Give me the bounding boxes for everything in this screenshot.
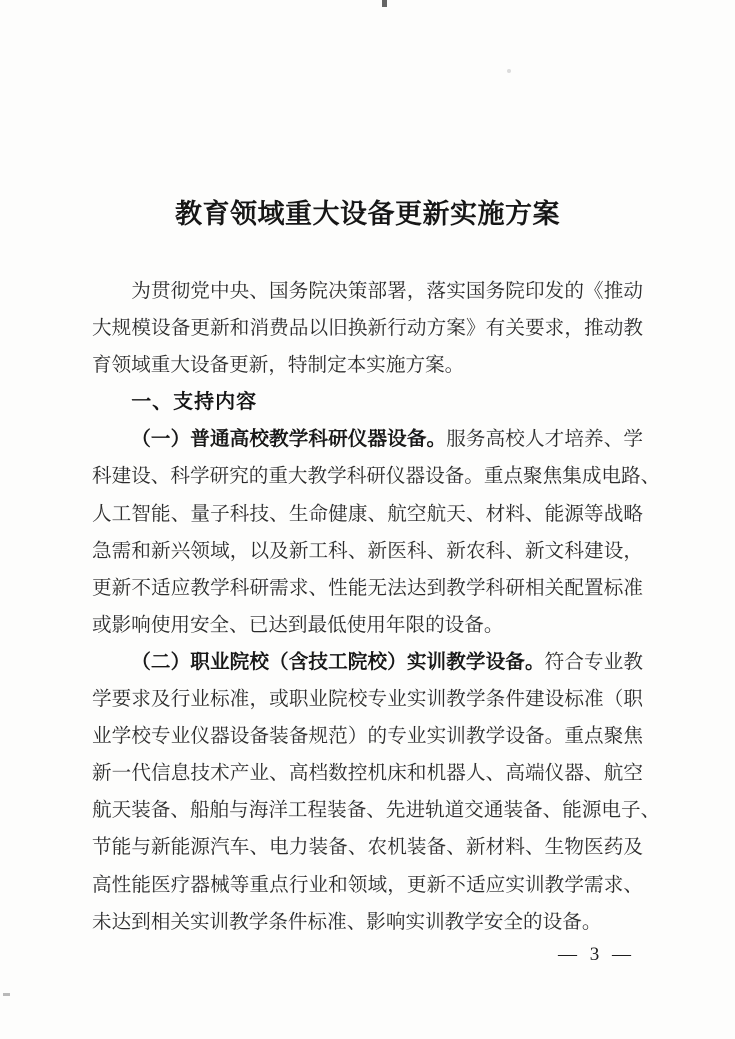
- text-segment: 航天装备、船舶与海洋工程装备、先进轨道交通装备、能源电子、: [92, 800, 661, 822]
- text-segment: 学要求及行业标准，或职业院校专业实训教学条件建设标准（职: [92, 689, 643, 711]
- text-segment: 大规模设备更新和消费品以旧换新行动方案》有关要求，推动教: [92, 318, 643, 340]
- text-segment: 业学校专业仪器设备装备规范）的专业实训教学设备。重点聚焦: [92, 726, 643, 748]
- text-line: [92, 607, 643, 644]
- scan-artifact-speck: [507, 69, 511, 73]
- text-line: [92, 718, 643, 755]
- text-line: [92, 829, 643, 866]
- emphasized-text-segment: （一）普通高校教学科研仪器设备。: [131, 429, 447, 451]
- text-segment: 高性能医疗器械等重点行业和领域，更新不适应实训教学需求、: [92, 874, 643, 896]
- text-segment: 服务高校人才培养、学: [446, 429, 644, 451]
- document-body: [92, 273, 661, 941]
- emphasized-text-segment: （二）职业院校（含技工院校）实训教学设备。: [131, 651, 545, 673]
- text-line: [92, 904, 643, 941]
- text-segment: 更新不适应教学科研需求、性能无法达到教学科研相关配置标准: [92, 577, 643, 599]
- text-line: [92, 496, 643, 533]
- emphasized-text-segment: 一、支持内容: [131, 391, 258, 414]
- page-number: — 3 —: [558, 944, 635, 965]
- text-line: [92, 421, 643, 458]
- text-segment: 人工智能、量子科技、生命健康、航空航天、材料、能源等战略: [92, 503, 643, 525]
- text-segment: 为贯彻党中央、国务院决策部署，落实国务院印发的《推动: [131, 281, 643, 302]
- document-title: 教育领域重大设备更新实施方案: [175, 199, 560, 229]
- text-segment: 未达到相关实训教学条件标准、影响实训教学安全的设备。: [92, 911, 602, 933]
- section-heading: [92, 384, 643, 421]
- text-line: [92, 347, 643, 384]
- text-line: [92, 533, 643, 570]
- text-line: [92, 644, 643, 681]
- scan-artifact-bottom-left: [3, 993, 10, 996]
- text-line: [92, 310, 643, 347]
- text-segment: 科建设、科学研究的重大教学科研仪器设备。重点聚焦集成电路、: [92, 466, 661, 488]
- text-line: [92, 867, 643, 904]
- text-line: [92, 755, 643, 792]
- text-line: [92, 458, 661, 495]
- text-line: [92, 570, 643, 607]
- text-segment: 育领域重大设备更新，特制定本实施方案。: [92, 355, 465, 377]
- text-segment: 新一代信息技术产业、高档数控机床和机器人、高端仪器、航空: [92, 763, 643, 785]
- text-line: [92, 681, 643, 718]
- text-segment: 或影响使用安全、已达到最低使用年限的设备。: [92, 614, 504, 636]
- text-line: [92, 273, 643, 310]
- text-segment: 符合专业教: [544, 651, 644, 673]
- text-segment: 急需和新兴领域，以及新工科、新医科、新农科、新文科建设，: [92, 540, 643, 562]
- scan-artifact-top: [382, 0, 387, 7]
- text-line: [92, 792, 661, 829]
- text-segment: 节能与新能源汽车、电力装备、农机装备、新材料、生物医药及: [92, 837, 643, 859]
